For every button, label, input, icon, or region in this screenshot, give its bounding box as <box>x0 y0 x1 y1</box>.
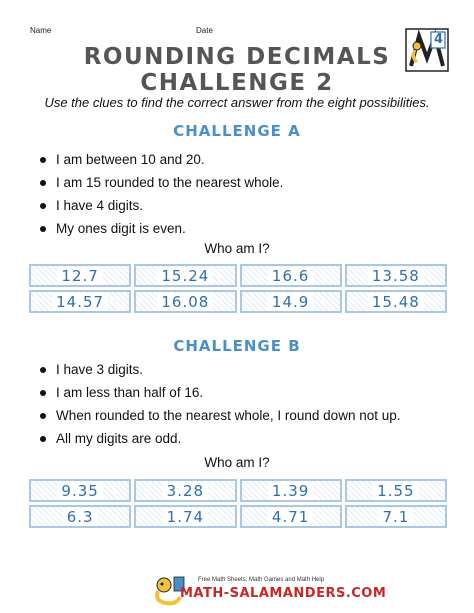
footer-tagline: Free Math Sheets, Math Games and Math Help <box>198 577 325 583</box>
challenge-b-options <box>29 479 447 528</box>
clue-item: I am 15 rounded to the nearest whole. <box>36 173 446 196</box>
clue-item: I am less than half of 16. <box>36 383 446 406</box>
option-cell: 16.6 <box>240 264 342 287</box>
clue-item: I have 4 digits. <box>36 196 446 219</box>
grade-number: 4 <box>434 32 444 47</box>
clue-item: When rounded to the nearest whole, I round down not up. <box>36 406 446 429</box>
page-title-line1: ROUNDING DECIMALS <box>83 44 391 70</box>
name-label: Name <box>30 26 52 35</box>
challenge-a-heading: CHALLENGE A <box>173 122 301 140</box>
clue-item: All my digits are odd. <box>36 429 446 452</box>
option-cell: 1.74 <box>134 505 236 528</box>
page-title-line2: CHALLENGE 2 <box>140 70 334 96</box>
challenge-b-clues <box>36 360 446 452</box>
option-cell: 14.9 <box>240 290 342 313</box>
option-cell: 6.3 <box>29 505 131 528</box>
clue-item: I have 3 digits. <box>36 360 446 383</box>
option-cell: 9.35 <box>29 479 131 502</box>
option-cell: 7.1 <box>345 505 447 528</box>
option-cell: 3.28 <box>134 479 236 502</box>
challenge-a-clues <box>36 150 446 242</box>
option-cell: 14.57 <box>29 290 131 313</box>
challenge-b-question: Who am I? <box>204 455 270 470</box>
option-cell: 1.39 <box>240 479 342 502</box>
option-cell: 16.08 <box>134 290 236 313</box>
clue-item: I am between 10 and 20. <box>36 150 446 173</box>
option-cell: 12.7 <box>29 264 131 287</box>
instructions-text: Use the clues to find the correct answer from the eight possibilities. <box>44 95 430 110</box>
challenge-a-question: Who am I? <box>204 241 270 256</box>
option-cell: 13.58 <box>345 264 447 287</box>
date-label: Date <box>196 26 213 35</box>
clue-item: My ones digit is even. <box>36 219 446 242</box>
challenge-b-heading: CHALLENGE B <box>173 337 301 355</box>
option-cell: 15.48 <box>345 290 447 313</box>
option-cell: 4.71 <box>240 505 342 528</box>
footer-brand[interactable]: MATH-SALAMANDERS.COM <box>180 586 387 601</box>
option-cell: 15.24 <box>134 264 236 287</box>
challenge-a-options <box>29 264 447 313</box>
option-cell: 1.55 <box>345 479 447 502</box>
